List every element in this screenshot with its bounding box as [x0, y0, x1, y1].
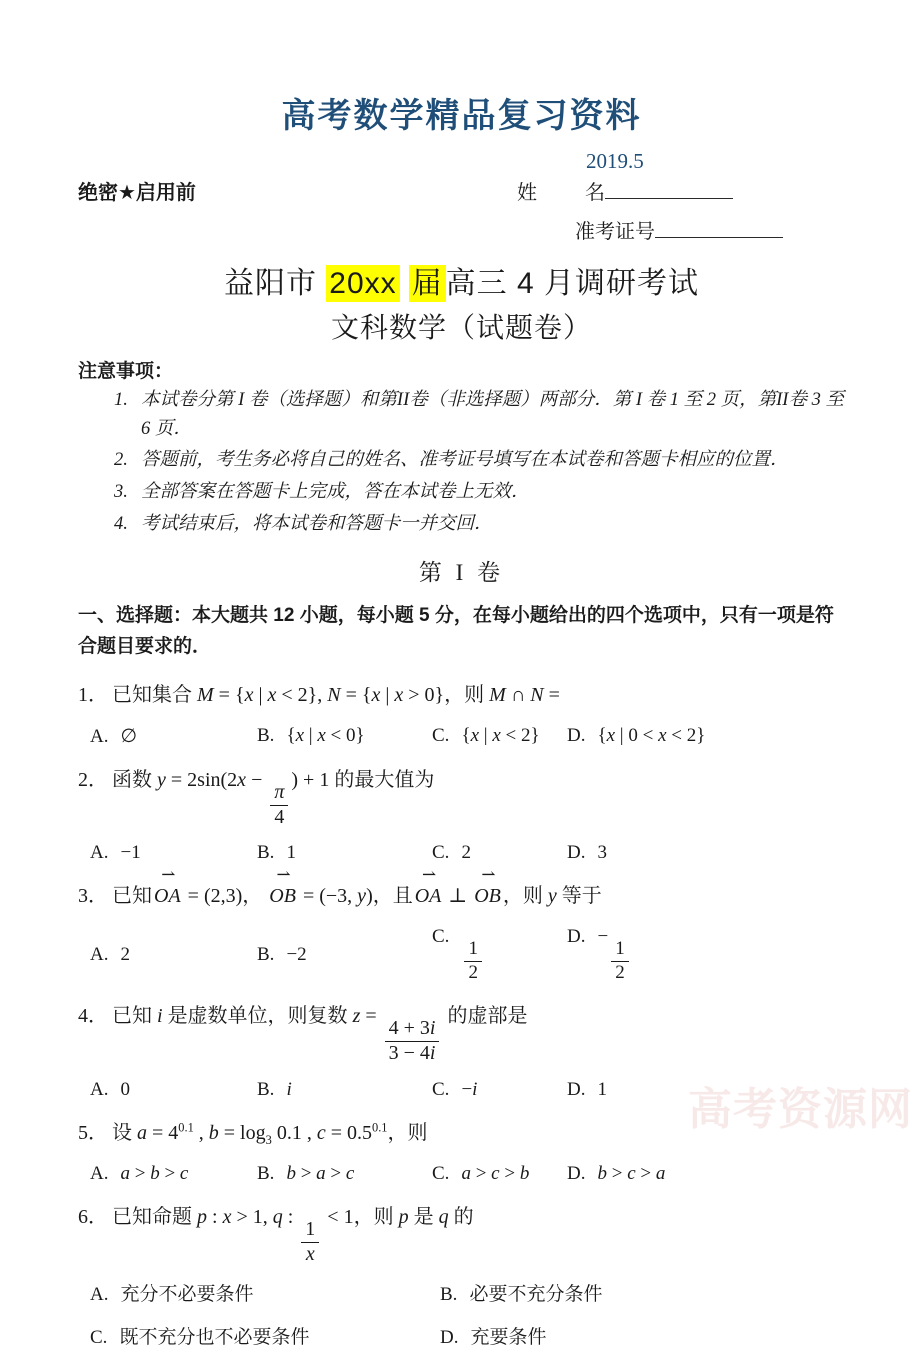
option-C: C. 2	[432, 842, 471, 864]
notice-number: 1.	[114, 390, 128, 410]
question-4-options	[78, 1079, 845, 1101]
question-text: 设 $a = 4^{0.1}$ , $b = \log_3 0.1$ , $c = 0.5^{0.1}$，则	[112, 1119, 428, 1147]
part-1-heading: 第 I 卷	[418, 560, 505, 586]
question-number: 3．	[78, 885, 108, 908]
exam-subtitle: 文科数学（试题卷）	[330, 312, 592, 343]
notice-text: 考试结束后，将本试卷和答题卡一并交回．	[141, 513, 493, 534]
notice-item	[114, 386, 845, 443]
question-1-options	[78, 725, 845, 748]
question-number: 5．	[78, 1121, 108, 1144]
notice-text: 答题前，考生务必将自己的姓名、准考证号填写在本试卷和答题卡相应的位置．	[141, 450, 789, 471]
highlighted-year: 20xx	[326, 265, 399, 302]
notice-item	[114, 478, 845, 507]
option-B: B. i	[257, 1078, 292, 1100]
question-1	[78, 678, 845, 748]
watermark: 高考资源网	[688, 1085, 913, 1134]
option-D: D. b > c > a	[567, 1162, 666, 1184]
page-title: 高考数学精品复习资料	[281, 97, 642, 135]
question-6-stem	[78, 1200, 845, 1267]
option-A: A. ∅	[90, 725, 138, 747]
notice-text: 全部答案在答题卡上完成，答在本试卷上无效．	[141, 482, 530, 503]
notices-heading: 注意事项：	[78, 361, 174, 382]
question-3	[78, 879, 845, 984]
question-number: 2．	[78, 768, 108, 791]
option-D: D. 3	[567, 842, 607, 864]
highlighted-jie: 届	[409, 265, 446, 302]
notice-text: 本试卷分第 I 卷（选择题）和第II卷（非选择题）两部分．第 I 卷 1 至 2 页，第II卷 3 至 6 页．	[141, 390, 844, 439]
name-label-given: 名	[585, 182, 605, 204]
option-B: B. −2	[257, 944, 307, 966]
ticket-row	[78, 215, 845, 244]
question-number: 1．	[78, 683, 108, 706]
question-4	[78, 999, 845, 1101]
notice-number: 4.	[114, 513, 128, 534]
question-6-options	[78, 1279, 845, 1349]
exam-title-prefix: 益阳市	[223, 267, 327, 300]
option-B: B. b > a > c	[257, 1162, 355, 1184]
choice-section-instruction: 一、选择题：本大题共 12 小题，每小题 5 分，在每小题给出的四个选项中，只有一项是符合题目要求的．	[78, 605, 834, 658]
name-field	[517, 176, 733, 205]
secrecy-label: 绝密★启用前	[78, 182, 196, 204]
question-5-stem	[78, 1116, 845, 1150]
option-D: D. − $\frac{1}{2}$	[567, 926, 845, 984]
option-D: D. {x | 0 < x < 2}	[567, 725, 706, 747]
question-text: 函数 y = 2sin(2x − $\frac{\pi}{4}$ ) + 1 的最大值为	[112, 768, 435, 828]
question-text: 已知 OA ⇀ = (2,3)， OB ⇀ = (−3, y)，且 OA ⇀ ⊥ OB ⇀ ，则 y 等于	[112, 885, 602, 907]
option-C: C. a > c > b	[432, 1162, 530, 1184]
option-B: B. {x | x < 0}	[257, 725, 365, 747]
question-3-stem	[78, 879, 845, 913]
name-blank-line	[605, 177, 733, 199]
notice-item	[114, 510, 845, 539]
exam-date: 2019.5	[586, 149, 644, 173]
exam-title-suffix: 高三 4 月调研考试	[445, 267, 700, 300]
question-4-stem	[78, 999, 845, 1066]
option-A: A. 充分不必要条件	[90, 1284, 254, 1306]
option-D: D. 充要条件	[440, 1327, 547, 1349]
option-B: B. 必要不充分条件	[440, 1284, 603, 1306]
exam-title	[78, 258, 845, 302]
ticket-label: 准考证号	[575, 221, 655, 243]
date-row	[78, 149, 845, 174]
question-2-options	[78, 842, 845, 864]
option-C: C. 既不充分也不必要条件	[90, 1327, 310, 1349]
question-text: 已知 i 是虚数单位，则复数 z = $\frac{4 + 3i}{3 - 4i}$ 的虚部是	[112, 1005, 528, 1065]
id-row	[78, 176, 845, 205]
notice-number: 3.	[114, 482, 128, 503]
option-C: C. $\frac{1}{2}$	[432, 926, 567, 984]
question-1-stem	[78, 678, 845, 712]
question-text: 已知集合 M = {x | x < 2}, N = {x | x > 0}，则 M ∩ N =	[112, 683, 560, 706]
question-2-stem	[78, 763, 845, 830]
option-C: C. {x | x < 2}	[432, 725, 540, 747]
question-text: 已知命题 p : x > 1, q : $\frac{1}{x}$ < 1，则 p 是 q 的	[112, 1205, 474, 1265]
notices	[78, 356, 845, 538]
notice-number: 2.	[114, 450, 128, 471]
exam-page	[0, 88, 920, 1349]
question-5-options	[78, 1163, 845, 1185]
question-number: 6．	[78, 1205, 108, 1228]
question-2	[78, 763, 845, 865]
question-5	[78, 1116, 845, 1185]
question-number: 4．	[78, 1005, 108, 1028]
ticket-blank-line	[655, 216, 783, 238]
name-label-surname: 姓	[517, 182, 537, 204]
ticket-field	[575, 215, 783, 244]
option-C: C. −i	[432, 1078, 478, 1100]
option-A: A. −1	[90, 842, 141, 864]
option-A: A. 0	[90, 1078, 130, 1100]
notice-item	[114, 446, 845, 475]
question-6	[78, 1200, 845, 1350]
question-3-options	[78, 926, 845, 984]
option-A: A. 2	[90, 944, 130, 966]
option-B: B. 1	[257, 842, 296, 864]
option-A: A. a > b > c	[90, 1162, 189, 1184]
option-D: D. 1	[567, 1078, 607, 1100]
